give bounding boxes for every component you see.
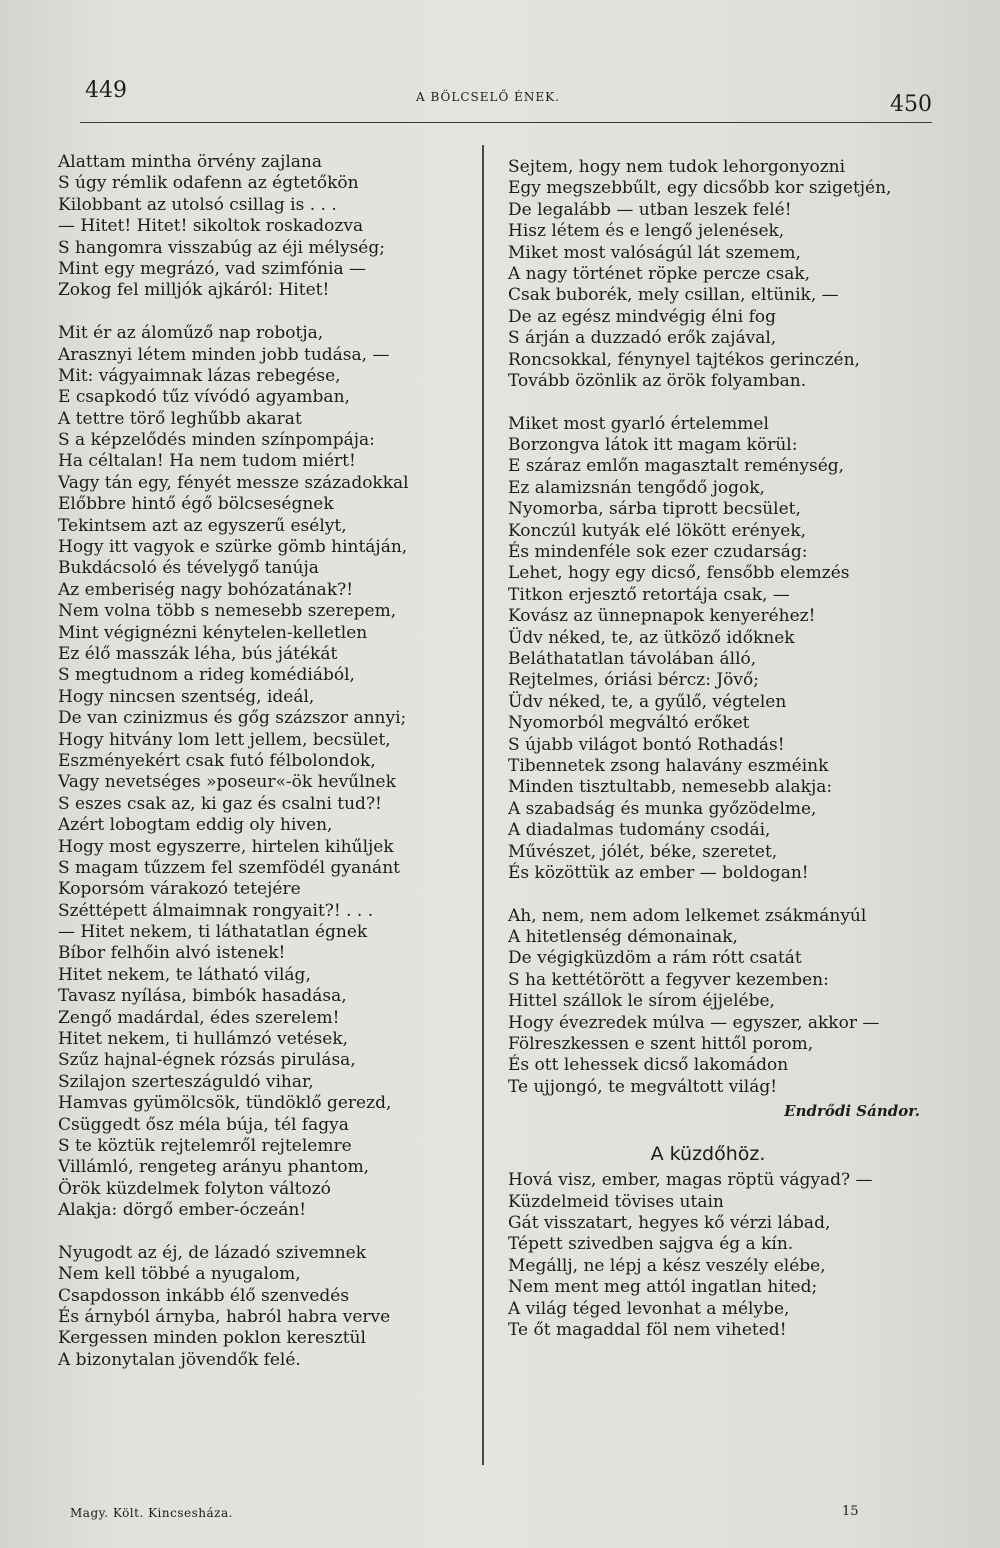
verse-line: Minden tisztultabb, nemesebb alakja:	[508, 777, 833, 798]
verse-line: Hogy hitvány lom lett jellem, becsület,	[58, 729, 391, 750]
verse-line: Alakja: dörgő ember-óczeán!	[58, 1200, 307, 1221]
verse-line: A nagy történet röpke percze csak,	[508, 263, 811, 284]
verse-line: A tettre törő leghűbb akarat	[58, 408, 302, 429]
verse-line: S megtudnom a rideg komédiából,	[58, 665, 355, 686]
verse-line: Roncsokkal, fénynyel tajtékos gerinczén,	[508, 349, 860, 370]
verse-line: Hittel szállok le sírom éjjelébe,	[508, 991, 775, 1012]
verse-line: S árján a duzzadó erők zajával,	[508, 328, 777, 349]
verse-line: Szilajon szerteszáguldó vihar,	[58, 1071, 314, 1092]
verse-line: Nyugodt az éj, de lázadó szivemnek	[58, 1242, 367, 1263]
left-column	[58, 152, 409, 1371]
verse-line: E száraz emlőn magasztalt reménység,	[508, 456, 845, 477]
verse-line: Hogy most egyszerre, hirtelen kihűljek	[58, 836, 394, 857]
verse-line: Vagy nevetséges »poseur«-ök hevűlnek	[58, 772, 396, 793]
verse-line: Egy megszebbűlt, egy dicsőbb kor szigetjén,	[508, 178, 892, 199]
verse-line: Hogy évezredek múlva — egyszer, akkor —	[508, 1012, 880, 1033]
verse-line: Mint végignézni kénytelen-kelletlen	[58, 622, 368, 643]
verse-line: Ez alamizsnán tengődő jogok,	[508, 477, 765, 498]
verse-line: S te köztük rejtelemről rejtelemre	[58, 1135, 352, 1156]
verse-line: Szűz hajnal-égnek rózsás pirulása,	[58, 1050, 356, 1071]
verse-line: Hamvas gyümölcsök, tündöklő gerezd,	[58, 1093, 392, 1114]
verse-line: — Hitet! Hitet! sikoltok roskadozva	[58, 216, 364, 237]
verse-line: Bíbor felhőin alvó istenek!	[58, 943, 286, 964]
verse-line: S úgy rémlik odafenn az égtetőkön	[58, 173, 359, 194]
verse-line: Sejtem, hogy nem tudok lehorgonyozni	[508, 157, 846, 177]
running-title: A BÖLCSELŐ ÉNEK.	[416, 90, 560, 104]
page-number-right: 450	[890, 92, 932, 117]
verse-line: Vagy tán egy, fényét messze századokkal	[58, 472, 409, 493]
page-header	[80, 74, 932, 123]
verse-line: Te őt magaddal föl nem viheted!	[508, 1319, 787, 1340]
verse-line: Koporsóm várakozó tetejére	[58, 879, 301, 900]
verse-line: Csak buborék, mely csillan, eltünik, —	[508, 285, 839, 306]
verse-line: Kovász az ünnepnapok kenyeréhez!	[508, 606, 816, 627]
verse-line: E csapkodó tűz vívódó agyamban,	[58, 387, 350, 408]
verse-line: Hisz létem és e lengő jelenések,	[508, 221, 785, 242]
verse-line: Zengő madárdal, édes szerelem!	[58, 1007, 340, 1028]
verse-line: Villámló, rengeteg arányu phantom,	[58, 1157, 370, 1178]
verse-line: Alattam mintha örvény zajlana	[58, 152, 322, 172]
stanza-break	[508, 392, 920, 413]
verse-line: Tibennetek zsong halavány eszméink	[508, 755, 829, 776]
footer-signature-mark: 15	[842, 1504, 859, 1519]
verse-line: A diadalmas tudomány csodái,	[508, 820, 771, 841]
verse-line: Széttépett álmaimnak rongyait?! . . .	[58, 900, 374, 921]
verse-line: Miket most gyarló értelemmel	[508, 413, 769, 434]
verse-line: Tovább özönlik az örök folyamban.	[508, 370, 807, 391]
verse-line: Rejtelmes, óriási bércz: Jövő;	[508, 670, 759, 691]
verse-line: Ah, nem, nem adom lelkemet zsákmányúl	[508, 905, 867, 926]
verse-line: S eszes csak az, ki gaz és csalni tud?!	[58, 793, 382, 814]
verse-line: Ez élő masszák léha, bús játékát	[58, 643, 338, 664]
verse-line: Hitet nekem, ti hullámzó vetések,	[58, 1029, 349, 1050]
verse-line: És árnyból árnyba, habról habra verve	[58, 1307, 391, 1328]
stanza-break	[508, 884, 920, 905]
verse-line: S hangomra visszabúg az éji mélység;	[58, 237, 385, 258]
verse-line: Kergessen minden poklon keresztül	[58, 1328, 366, 1349]
verse-line: Üdv néked, te, a gyűlő, végtelen	[508, 691, 787, 712]
verse-line: Borzongva látok itt magam körül:	[508, 435, 798, 456]
verse-line: Nem ment meg attól ingatlan hited;	[508, 1277, 818, 1298]
verse-line: Tépett szivedben sajgva ég a kín.	[508, 1234, 794, 1255]
verse-line: Az emberiség nagy bohózatának?!	[58, 579, 354, 600]
verse-line: A hitetlenség démonainak,	[508, 927, 738, 948]
verse-line: S ha kettétörött a fegyver kezemben:	[508, 969, 829, 990]
verse-line: Kilobbant az utolsó csillag is . . .	[58, 194, 337, 215]
verse-line: Zokog fel milljók ajkáról: Hitet!	[58, 280, 330, 301]
verse-line: Megállj, ne lépj a kész veszély elébe,	[508, 1255, 826, 1276]
footer-collection-title: Magy. Költ. Kincsesháza.	[70, 1506, 233, 1520]
verse-line: Hogy nincsen szentség, ideál,	[58, 686, 315, 707]
verse-line: Mint egy megrázó, vad szimfónia —	[58, 258, 367, 279]
verse-line: Konczúl kutyák elé lökött erények,	[508, 520, 807, 541]
column-divider	[482, 145, 484, 1465]
verse-line: Hogy itt vagyok e szürke gömb hintáján,	[58, 537, 408, 558]
verse-line: Nem volna több s nemesebb szerepem,	[58, 601, 397, 622]
verse-line: Tekintsem azt az egyszerű esélyt,	[58, 515, 347, 536]
verse-line: A szabadság és munka győzödelme,	[508, 798, 817, 819]
verse-line: Gát visszatart, hegyes kő vérzi lábad,	[508, 1212, 831, 1233]
verse-line: S magam tűzzem fel szemfödél gyanánt	[58, 857, 400, 878]
verse-line: Titkon erjesztő retortája csak, —	[508, 584, 790, 605]
verse-line: Eszményekért csak futó félbolondok,	[58, 750, 376, 771]
verse-line: A világ téged levonhat a mélybe,	[508, 1298, 790, 1319]
verse-line: Üdv néked, te, az ütköző időknek	[508, 627, 795, 648]
verse-line: Csapdosson inkább élő szenvedés	[58, 1285, 350, 1306]
verse-line: Mit ér az áloműző nap robotja,	[58, 323, 324, 344]
author-signature: Endrődi Sándor.	[784, 1102, 920, 1121]
verse-line: És ott lehessek dicső lakomádon	[508, 1055, 789, 1076]
verse-line: És mindenféle sok ezer czudarság:	[508, 542, 808, 563]
verse-line: Mit: vágyaimnak lázas rebegése,	[58, 365, 341, 386]
verse-line: Bukdácsoló és tévelygő tanúja	[58, 558, 319, 579]
verse-line: De az egész mindvégig élni fog	[508, 306, 777, 327]
verse-line: De legalább — utban leszek felé!	[508, 199, 792, 220]
verse-line: Lehet, hogy egy dicső, fensőbb elemzés	[508, 563, 850, 584]
poem-title: A küzdőhöz.	[650, 1143, 766, 1166]
verse-line: Miket most valóságúl lát szemem,	[508, 242, 801, 263]
verse-line: Hová visz, ember, magas röptü vágyad? —	[508, 1170, 873, 1191]
verse-line: De van czinizmus és gőg százszor annyi;	[58, 708, 407, 729]
right-column	[508, 157, 920, 1341]
verse-line: Te ujjongó, te megváltott világ!	[508, 1076, 778, 1097]
verse-line: Nyomorba, sárba tiprott becsület,	[508, 499, 801, 520]
verse-line: Tavasz nyílása, bimbók hasadása,	[58, 986, 347, 1007]
verse-line: Hitet nekem, te látható világ,	[58, 964, 311, 985]
second-poem-lines	[508, 1170, 920, 1341]
page-number-left: 449	[85, 78, 127, 103]
verse-line: Művészet, jólét, béke, szeretet,	[508, 841, 778, 862]
verse-line: Azért lobogtam eddig oly hiven,	[58, 815, 333, 836]
verse-line: S a képzelődés minden színpompája:	[58, 430, 375, 451]
verse-line: Ha céltalan! Ha nem tudom miért!	[58, 451, 356, 472]
verse-line: Beláthatatlan távolában álló,	[508, 648, 757, 669]
stanza-break	[58, 1222, 409, 1243]
verse-line: Előbbre hintő égő bölcseségnek	[58, 494, 334, 515]
verse-line: S újabb világot bontó Rothadás!	[508, 734, 785, 755]
verse-line: A bizonytalan jövendők felé.	[58, 1349, 301, 1370]
verse-line: És közöttük az ember — boldogan!	[508, 862, 809, 883]
verse-line: Nyomorból megváltó erőket	[508, 713, 750, 734]
verse-line: Fölreszkessen e szent hittől porom,	[508, 1034, 814, 1055]
verse-line: — Hitet nekem, ti láthatatlan égnek	[58, 922, 368, 943]
verse-line: Nem kell többé a nyugalom,	[58, 1264, 301, 1285]
verse-line: De végigküzdöm a rám rótt csatát	[508, 948, 802, 969]
verse-line: Küzdelmeid tövises utain	[508, 1191, 724, 1212]
right-poem-lines	[508, 157, 920, 1098]
verse-line: Örök küzdelmek folyton változó	[58, 1178, 331, 1199]
verse-line: Arasznyi létem minden jobb tudása, —	[58, 344, 390, 365]
verse-line: Csüggedt ősz méla búja, tél fagya	[58, 1114, 349, 1135]
stanza-break	[58, 302, 409, 323]
